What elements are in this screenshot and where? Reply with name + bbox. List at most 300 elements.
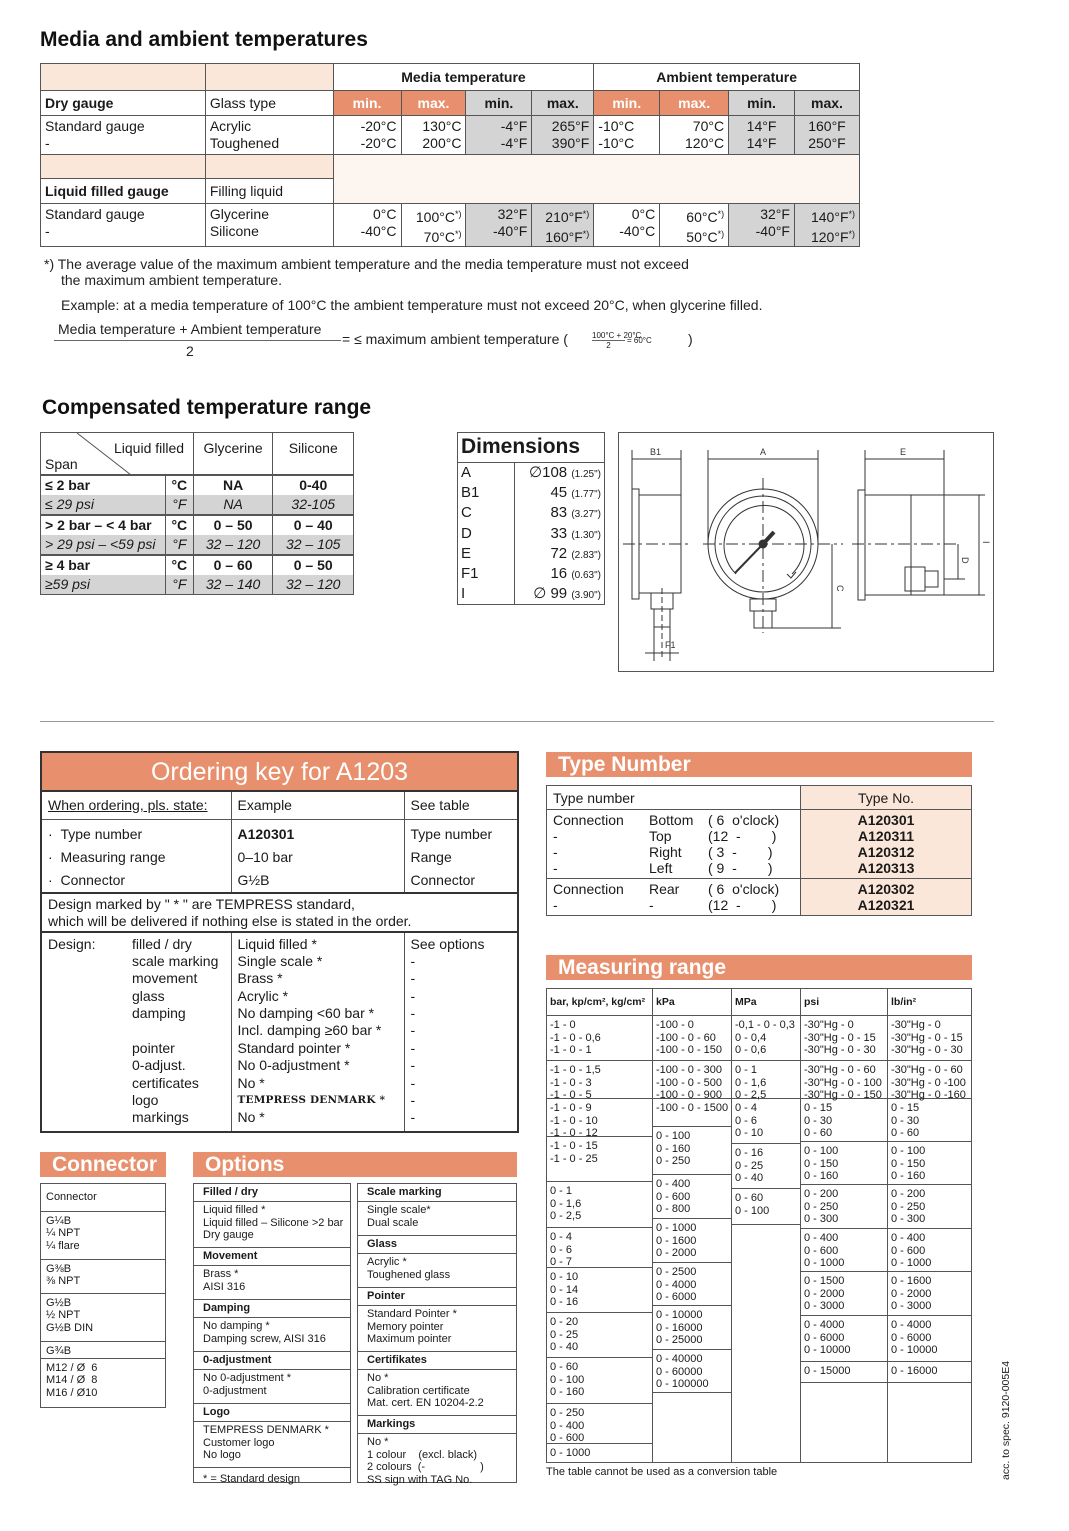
design-value: No * xyxy=(237,1109,265,1126)
footnote-mark: *) xyxy=(848,229,855,239)
value: 120°C xyxy=(685,135,725,151)
media-group-header: Media temperature xyxy=(333,64,594,91)
design-label: Design: xyxy=(48,935,96,952)
label-b1: B1 xyxy=(650,447,662,457)
dimensions-table xyxy=(457,432,605,605)
span-psi: ≥59 psi xyxy=(41,575,166,595)
type-connection-col3: ( 6 o'clock) xyxy=(708,881,780,897)
formula-example-den: 2 xyxy=(606,341,611,350)
ordering-item-example: 0–10 bar xyxy=(237,848,293,865)
design-feature: movement xyxy=(132,970,198,987)
type-connection-col2: - xyxy=(649,897,654,913)
type-number-title: Type Number xyxy=(546,752,972,777)
ordering-item-table: Connector xyxy=(410,871,476,888)
measuring-range-group: -30"Hg - 0 - 60 -30"Hg - 0 -100 -30"Hg - 0 -160 xyxy=(888,1061,972,1099)
dimension-mm: 83 xyxy=(550,504,568,522)
dimension-row xyxy=(458,483,604,503)
label-f1: F1 xyxy=(665,640,676,650)
measuring-range-header: kPa xyxy=(653,989,731,1016)
value: 14°F xyxy=(746,118,777,134)
formula-numerator: Media temperature + Ambient temperature xyxy=(58,321,322,337)
type-no: A120312 xyxy=(857,844,915,860)
ordering-head-example: Example xyxy=(231,792,404,819)
measuring-range-note: The table cannot be used as a conversion table xyxy=(546,1466,778,1478)
value: 70°C xyxy=(423,229,455,245)
option-values: No 0-adjustment * 0-adjustment xyxy=(194,1370,350,1404)
row-name: - xyxy=(45,135,50,151)
value: 265°F xyxy=(551,118,590,134)
measuring-range-group: 0 - 1000 0 - 1600 0 - 2000 xyxy=(653,1219,731,1263)
measuring-range-group: 0 - 400 0 - 600 0 - 1000 xyxy=(801,1229,887,1272)
value: 200°C xyxy=(422,135,462,151)
measuring-range-group: -30"Hg - 0 -30"Hg - 0 - 15 -30"Hg - 0 - 30 xyxy=(888,1016,972,1061)
type-connection-col3: ( 9 - ) xyxy=(708,860,773,876)
value: -10°C xyxy=(598,118,635,134)
value: 60°C xyxy=(686,209,718,225)
dimension-row xyxy=(458,503,604,523)
measuring-range-column xyxy=(732,989,801,1462)
rear-thread xyxy=(925,571,938,587)
gauge-technical-drawing xyxy=(618,432,994,672)
glass-type-header: Glass type xyxy=(205,91,333,116)
corner-top-label: Liquid filled xyxy=(114,440,185,456)
design-option-ref: - xyxy=(410,970,416,987)
measuring-range-group: -30"Hg - 0 -30"Hg - 0 - 15 -30"Hg - 0 - 30 xyxy=(801,1016,887,1061)
connector-group: G¼B ¼ NPT ¼ flare xyxy=(41,1212,165,1260)
silicone-c: 0 – 40 xyxy=(273,515,354,535)
ordering-item-label: Connector xyxy=(60,871,126,888)
col-header: min. xyxy=(466,91,532,116)
value: -4°F xyxy=(500,118,528,134)
filling-liquid-header: Filling liquid xyxy=(205,179,333,204)
label-d: D xyxy=(960,557,970,564)
dimension-key: B1 xyxy=(458,483,515,503)
row-name: - xyxy=(45,223,50,239)
design-value: Single scale * xyxy=(237,952,323,969)
option-values: TEMPRESS DENMARK * Customer logo No logo xyxy=(194,1422,350,1468)
ordering-item-table: Type number xyxy=(410,825,493,842)
glycerine-f: NA xyxy=(193,495,273,515)
design-feature: scale marking xyxy=(132,952,219,969)
col-header: max. xyxy=(401,91,466,116)
footnote-line-1: *) The average value of the maximum ambient temperature and the media temperature must not exceed xyxy=(44,256,689,272)
footnote-line-2: the maximum ambient temperature. xyxy=(61,272,282,288)
measuring-range-header: lb/in² xyxy=(888,989,972,1016)
span-psi: > 29 psi – <59 psi xyxy=(41,535,166,555)
measuring-range-table xyxy=(546,988,972,1463)
measuring-range-group: 0 - 15 0 - 30 0 - 60 xyxy=(801,1099,887,1142)
col-silicone: Silicone xyxy=(273,433,354,475)
type-connection-col1: Connection xyxy=(553,881,624,897)
measuring-range-group: 0 - 1 0 - 1,6 0 - 2,5 xyxy=(547,1182,652,1228)
type-connection-col3: (12 - ) xyxy=(708,897,777,913)
ordering-items: · Type number · Measuring range · Connector xyxy=(48,825,166,888)
connector-title: Connector xyxy=(40,1152,166,1177)
value: 210°F xyxy=(545,209,583,225)
type-connection-col1: - xyxy=(553,897,558,913)
formula-rhs: = ≤ maximum ambient temperature ( xyxy=(342,331,568,347)
type-connection-col3: (12 - ) xyxy=(708,828,777,844)
design-value: Standard pointer * xyxy=(237,1039,351,1056)
dimension-key: D xyxy=(458,524,515,544)
design-option-ref: See options xyxy=(410,935,485,952)
dimension-mm: 33 xyxy=(550,524,568,542)
measuring-range-group: -30"Hg - 0 - 60 -30"Hg - 0 - 100 -30"Hg - 0 - 150 xyxy=(801,1061,887,1099)
measuring-range-group: -1 - 0 - 1,5 -1 - 0 - 3 -1 - 0 - 5 xyxy=(547,1061,652,1099)
design-value: Incl. damping ≥60 bar * xyxy=(237,1022,382,1039)
value: 0°C xyxy=(373,206,397,222)
option-values: Standard Pointer * Memory pointer Maximum pointer xyxy=(358,1306,516,1352)
example-text: Example: at a media temperature of 100°C the ambient temperature must not exceed 20°C, when glycerine filled. xyxy=(61,297,763,313)
measuring-range-group: 0 - 16 0 - 25 0 - 40 xyxy=(732,1144,800,1189)
measuring-range-group: 0 - 200 0 - 250 0 - 300 xyxy=(801,1185,887,1229)
value: 130°C xyxy=(422,118,462,134)
connector-group: G½B ½ NPT G½B DIN xyxy=(41,1294,165,1342)
measuring-range-column xyxy=(547,989,653,1462)
silicone-f: 32 – 105 xyxy=(273,535,354,555)
design-option-ref: - xyxy=(410,1092,416,1109)
col-header: min. xyxy=(729,91,795,116)
design-value: No damping <60 bar * xyxy=(237,1005,375,1022)
design-option-ref: - xyxy=(410,1057,416,1074)
media-temperature-table xyxy=(40,63,860,247)
option-header: Certifikates xyxy=(358,1352,516,1370)
design-feature: markings xyxy=(132,1109,189,1126)
type-connection-col3: ( 6 o'clock) xyxy=(708,812,780,828)
dimension-row xyxy=(458,524,604,544)
design-option-ref: - xyxy=(410,987,416,1004)
dimension-value xyxy=(515,463,604,483)
design-option-ref: - xyxy=(410,1039,416,1056)
type-connection-col3: ( 3 - ) xyxy=(708,844,773,860)
dry-gauge-rows xyxy=(41,116,860,155)
measuring-range-group: 0 - 100 0 - 150 0 - 160 xyxy=(888,1142,972,1185)
value: 390°F xyxy=(551,135,590,151)
measuring-range-group: 0 - 200 0 - 250 0 - 300 xyxy=(888,1185,972,1229)
col-header: max. xyxy=(660,91,729,116)
measuring-range-group: -1 - 0 - 9 -1 - 0 - 10 -1 - 0 - 12 xyxy=(547,1099,652,1137)
options-right-column xyxy=(357,1183,517,1486)
ordering-note-line-2: which will be delivered if nothing else is stated in the order. xyxy=(48,912,412,929)
connector-header: Connector xyxy=(41,1184,165,1212)
footnote-mark: *) xyxy=(848,209,855,219)
design-value: No * xyxy=(237,1074,265,1091)
type-connection-col1: Connection xyxy=(553,812,624,828)
rear-flange xyxy=(858,490,865,600)
value: 70°C xyxy=(692,118,725,134)
dimension-mm: 72 xyxy=(550,544,568,562)
measuring-range-group: 0 - 16000 xyxy=(888,1362,972,1383)
option-header: Filled / dry xyxy=(194,1184,350,1202)
design-value: No 0-adjustment * xyxy=(237,1057,350,1074)
value: -20°C xyxy=(360,118,397,134)
connector-group: M12 / Ø 6 M14 / Ø 8 M16 / Ø10 xyxy=(46,1361,98,1399)
dimension-row xyxy=(458,463,604,483)
type-no: A120313 xyxy=(857,860,915,876)
compensated-section-title: Compensated temperature range xyxy=(42,396,372,419)
col-header: max. xyxy=(532,91,594,116)
value: 50°C xyxy=(686,229,718,245)
design-option-ref: - xyxy=(410,1005,416,1022)
glass-type: Acrylic xyxy=(209,118,252,134)
dimension-inch: (3.90") xyxy=(571,590,601,602)
design-value: Acrylic * xyxy=(237,987,289,1004)
section-divider xyxy=(40,721,994,722)
measuring-range-title: Measuring range xyxy=(546,955,972,980)
design-option-ref: - xyxy=(410,1074,416,1091)
value: -40°C xyxy=(619,223,656,239)
type-connection-col2: Left xyxy=(649,860,673,876)
dimension-mm: ∅ 99 xyxy=(533,585,568,603)
measuring-range-header: MPa xyxy=(732,989,800,1016)
value: -20°C xyxy=(360,135,397,151)
footnote-mark: *) xyxy=(582,209,590,219)
label-a: A xyxy=(760,447,767,457)
standard-design-note: * = Standard design xyxy=(203,1473,300,1485)
footnote-mark: *) xyxy=(454,209,462,219)
option-header: Markings xyxy=(358,1416,516,1434)
label-c: C xyxy=(835,585,845,592)
glycerine-c: NA xyxy=(193,475,273,495)
value: 140°F xyxy=(810,209,849,225)
measuring-range-group: 0 - 1600 0 - 2000 0 - 3000 xyxy=(888,1272,972,1316)
connector-group: G⅜B ⅜ NPT xyxy=(41,1260,165,1294)
span-bar: > 2 bar – < 4 bar xyxy=(41,515,166,535)
dimension-value xyxy=(515,524,604,544)
measuring-range-group: -100 - 0 - 1500 xyxy=(653,1099,731,1127)
ordering-item-label: Type number xyxy=(60,825,143,842)
measuring-range-group: -1 - 0 -1 - 0 - 0,6 -1 - 0 - 1 xyxy=(547,1016,652,1061)
compensated-temperature-table xyxy=(40,432,354,595)
measuring-range-group: -0,1 - 0 - 0,3 0 - 0,4 0 - 0,6 xyxy=(732,1016,800,1061)
unit-c: °C xyxy=(165,555,193,575)
dimension-mm: 16 xyxy=(550,564,568,582)
formula-close: ) xyxy=(688,331,693,347)
dimension-key: C xyxy=(458,503,515,523)
ordering-key-title: Ordering key for A1203 xyxy=(42,753,517,792)
col-header: min. xyxy=(594,91,660,116)
design-option-ref: - xyxy=(410,1022,416,1039)
formula-denominator: 2 xyxy=(186,343,194,359)
dimension-value xyxy=(515,503,604,523)
measuring-range-header: psi xyxy=(801,989,887,1016)
value: 14°F xyxy=(746,135,777,151)
measuring-range-group: 0 - 1000 xyxy=(550,1447,591,1459)
ordering-head-table: See table xyxy=(404,792,517,819)
footnote-mark: *) xyxy=(717,229,725,239)
rear-hex xyxy=(905,567,925,591)
dimension-inch: (0.63") xyxy=(571,569,601,581)
row-name: Standard gauge xyxy=(45,118,145,134)
measuring-range-group: -100 - 0 - 300 -100 - 0 - 500 -100 - 0 - 900 xyxy=(653,1061,731,1099)
type-no: A120301 xyxy=(857,812,915,828)
design-feature xyxy=(132,1022,218,1039)
silicone-c: 0 – 50 xyxy=(273,555,354,575)
ordering-head-state: When ordering, pls. state: xyxy=(48,796,208,813)
measuring-range-group: 0 - 2500 0 - 4000 0 - 6000 xyxy=(653,1263,731,1306)
ordering-key-table xyxy=(42,792,517,1131)
measuring-range-group: 0 - 1 0 - 1,6 0 - 2,5 xyxy=(732,1061,800,1099)
option-values: No damping * Damping screw, AISI 316 xyxy=(194,1318,350,1352)
ordering-key-box xyxy=(40,751,519,1133)
ordering-note-line-1: Design marked by " * " are TEMPRESS standard, xyxy=(48,895,355,912)
measuring-range-column xyxy=(888,989,972,1462)
footnote-mark: *) xyxy=(454,229,462,239)
value: -10°C xyxy=(598,135,635,151)
value: 0°C xyxy=(631,206,656,222)
liquid-gauge-rows xyxy=(41,204,860,247)
measuring-range-group: 0 - 4 0 - 6 0 - 10 xyxy=(732,1099,800,1144)
option-header: Logo xyxy=(194,1404,350,1422)
liquid-gauge-label: Liquid filled gauge xyxy=(41,179,206,204)
measuring-range-group: 0 - 20 0 - 25 0 - 40 xyxy=(547,1313,652,1358)
dimension-row xyxy=(458,584,604,604)
option-values: Single scale* Dual scale xyxy=(358,1202,516,1236)
dimension-row xyxy=(458,544,604,564)
ordering-item-label: Measuring range xyxy=(60,848,166,865)
measuring-range-group: -1 - 0 - 15 -1 - 0 - 25 xyxy=(547,1137,652,1182)
col-header: max. xyxy=(794,91,859,116)
dimension-value xyxy=(515,584,604,604)
dimension-value xyxy=(515,483,604,503)
design-option-ref: - xyxy=(410,1109,416,1126)
unit-f: °F xyxy=(165,575,193,595)
value: 160°F xyxy=(808,118,846,134)
glass-type: Toughened xyxy=(209,135,280,151)
glycerine-f: 32 – 120 xyxy=(193,535,273,555)
type-head-left: Type number xyxy=(547,786,801,810)
measuring-range-group: 0 - 1500 0 - 2000 0 - 3000 xyxy=(801,1272,887,1316)
label-i: I xyxy=(981,541,991,544)
options-left-column xyxy=(193,1183,351,1483)
design-value: TEMPRESS DENMARK * xyxy=(237,1094,386,1107)
dimension-inch: (1.77") xyxy=(571,489,601,501)
gauge-drawing-svg xyxy=(619,433,993,671)
measuring-range-group: -100 - 0 -100 - 0 - 60 -100 - 0 - 150 xyxy=(653,1016,731,1061)
label-e: E xyxy=(900,447,907,457)
dimension-key: E xyxy=(458,544,515,564)
type-connection-col1: - xyxy=(553,828,558,844)
option-values: No * 1 colour (excl. black) 2 colours (- ) SS sign with TAG No. xyxy=(367,1436,484,1486)
type-number-table xyxy=(546,785,972,916)
value: -40°F xyxy=(492,223,528,239)
silicone-c: 0-40 xyxy=(273,475,354,495)
formula-example-num: 100°C + 20°C xyxy=(592,331,642,340)
ordering-item-example: A120301 xyxy=(237,825,295,842)
measuring-range-group: 0 - 250 0 - 400 0 - 600 xyxy=(547,1404,652,1444)
unit-f: °F xyxy=(165,495,193,515)
type-no: A120302 xyxy=(857,881,915,897)
value: 160°F xyxy=(545,229,583,245)
type-connection-col2: Right xyxy=(649,844,682,860)
dimension-inch: (2.83") xyxy=(571,549,601,561)
dimension-key: A xyxy=(458,463,515,483)
dimension-mm: 45 xyxy=(550,484,568,502)
span-bar: ≤ 2 bar xyxy=(41,475,166,495)
option-header: Scale marking xyxy=(358,1184,516,1202)
type-connection-col1: - xyxy=(553,844,558,860)
option-header: 0-adjustment xyxy=(194,1352,350,1370)
option-values: Brass * AISI 316 xyxy=(194,1266,350,1300)
measuring-range-group: 0 - 400 0 - 600 0 - 1000 xyxy=(888,1229,972,1272)
row-name: Standard gauge xyxy=(45,206,145,222)
measuring-range-group: 0 - 10 0 - 14 0 - 16 xyxy=(547,1268,652,1313)
ordering-item-table: Range xyxy=(410,848,452,865)
value: -40°F xyxy=(755,223,790,239)
design-value: Liquid filled * xyxy=(237,935,317,952)
option-values: Liquid filled * Liquid filled – Silicone >2 bar Dry gauge xyxy=(194,1202,350,1248)
value: 250°F xyxy=(808,135,846,151)
spec-reference xyxy=(1000,1352,1014,1480)
media-section-title: Media and ambient temperatures xyxy=(40,28,368,51)
design-feature: filled / dry xyxy=(132,935,192,952)
design-feature: certificates xyxy=(132,1074,199,1091)
type-no: A120321 xyxy=(857,897,915,913)
spec-text: acc. to spec. 9120-005E4 xyxy=(1000,1360,1012,1480)
option-header: Pointer xyxy=(358,1288,516,1306)
fraction-line xyxy=(54,340,341,341)
measuring-range-group: 0 - 100 0 - 150 0 - 160 xyxy=(801,1142,887,1185)
connector-table xyxy=(40,1183,166,1408)
type-connection-col2: Top xyxy=(649,828,672,844)
corner-bottom-label: Span xyxy=(45,456,78,472)
connector-group: G¾B xyxy=(41,1342,165,1359)
unit-c: °C xyxy=(165,515,193,535)
glycerine-c: 0 – 60 xyxy=(193,555,273,575)
dimension-inch: (1.25") xyxy=(571,469,601,480)
dimension-inch: (1.30") xyxy=(571,529,601,541)
measuring-range-group: 0 - 100 0 - 160 0 - 250 xyxy=(653,1127,731,1175)
dimension-row xyxy=(458,564,604,584)
span-bar: ≥ 4 bar xyxy=(41,555,166,575)
span-psi: ≤ 29 psi xyxy=(41,495,166,515)
glycerine-f: 32 – 140 xyxy=(193,575,273,595)
option-header: Movement xyxy=(194,1248,350,1266)
measuring-range-group: 0 - 60 0 - 100 xyxy=(732,1189,800,1225)
design-feature: 0-adjust. xyxy=(132,1057,186,1074)
measuring-range-group: 0 - 4000 0 - 6000 0 - 10000 xyxy=(801,1316,887,1362)
footnote-mark: *) xyxy=(582,229,590,239)
type-connection-col1: - xyxy=(553,860,558,876)
measuring-range-column xyxy=(653,989,732,1462)
design-option-ref: - xyxy=(410,952,416,969)
dimension-value xyxy=(515,564,604,584)
value: 120°F xyxy=(810,229,849,245)
design-feature: glass xyxy=(132,987,165,1004)
unit-f: °F xyxy=(165,535,193,555)
value: -4°F xyxy=(500,135,528,151)
col-glycerine: Glycerine xyxy=(193,433,273,475)
option-header: Glass xyxy=(358,1236,516,1254)
dimension-key: I xyxy=(458,584,515,604)
measuring-range-group: 0 - 40000 0 - 60000 0 - 100000 xyxy=(653,1350,731,1393)
type-no: A120311 xyxy=(857,828,915,844)
options-title: Options xyxy=(193,1152,517,1177)
filling-liquid: Glycerine xyxy=(209,206,269,222)
measuring-range-group: 0 - 4 0 - 6 0 - 7 xyxy=(547,1228,652,1268)
type-connection-col2: Bottom xyxy=(649,812,694,828)
dimension-key: F1 xyxy=(458,564,515,584)
corner-cell xyxy=(41,433,194,475)
dimension-inch: (3.27") xyxy=(571,509,601,521)
dry-gauge-label: Dry gauge xyxy=(41,91,206,116)
silicone-f: 32-105 xyxy=(273,495,354,515)
silicone-f: 32 – 120 xyxy=(273,575,354,595)
formula-example-result: = 60°C xyxy=(627,336,652,345)
unit-c: °C xyxy=(165,475,193,495)
type-head-right: Type No. xyxy=(801,786,972,810)
value: 100°C xyxy=(415,209,455,225)
